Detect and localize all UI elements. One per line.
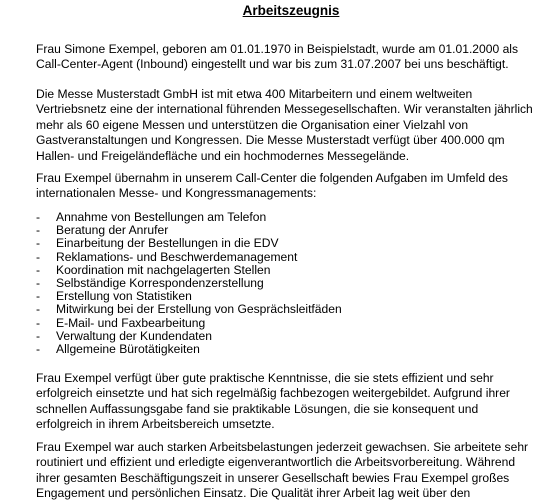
list-item xyxy=(36,251,516,264)
list-marker: - xyxy=(36,249,41,264)
list-marker: - xyxy=(36,328,41,343)
text-line: Call-Center-Agent (Inbound) eingestellt und war bis zum 31.07.2007 bei uns beschäftigt. xyxy=(36,57,509,72)
text-line: Vertriebsnetz eine der international führenden Messegesellschaften. Wir veranstalten jährlich xyxy=(36,102,533,117)
list-item-text: Erstellung von Statistiken xyxy=(56,289,192,304)
list-item-text: Reklamations- und Beschwerdemanagement xyxy=(56,249,298,264)
list-item xyxy=(36,317,516,330)
list-item-text: E-Mail- und Faxbearbeitung xyxy=(56,315,206,330)
list-item xyxy=(36,303,516,316)
list-item-text: Koordination mit nachgelagerten Stellen xyxy=(56,262,271,277)
list-item-text: Annahme von Bestellungen am Telefon xyxy=(56,210,267,224)
list-item xyxy=(36,343,516,356)
list-item xyxy=(36,330,516,343)
text-line: Frau Exempel war auch starken Arbeitsbelastungen jederzeit gewachsen. Sie arbeitete sehr xyxy=(36,440,529,454)
text-line: schnellen Auffassungsgabe fand sie praktikable Lösungen, die sie konsequent und xyxy=(36,401,479,416)
list-item-text: Verwaltung der Kundendaten xyxy=(56,328,212,343)
text-line: erfolgreich in ihrem Arbeitsbereich umsetzte. xyxy=(36,417,275,432)
list-item-text: Allgemeine Bürotätigkeiten xyxy=(56,341,200,356)
text-line: erfolgreich einsetzte und hat sich regelmäßig fachbezogen weitergebildet. Aufgrund ihrer xyxy=(36,386,510,401)
list-marker: - xyxy=(36,236,41,251)
intro-paragraph xyxy=(36,42,519,73)
list-item-text: Mitwirkung bei der Erstellung von Gesprächsleitfäden xyxy=(56,302,342,317)
text-line: ihrer gesamten Beschäftigungszeit in unserer Gesellschaft bewies Frau Exempel großes xyxy=(36,470,510,485)
company-paragraph xyxy=(36,87,533,164)
skills-paragraph xyxy=(36,371,516,433)
list-item xyxy=(36,237,516,250)
list-marker: - xyxy=(36,341,41,356)
text-line: mehr als 60 eigene Messen und unterstützen die Organisation einer Vielzahl von xyxy=(36,117,469,132)
text-line: Frau Simone Exempel, geboren am 01.01.1970 in Beispielstadt, wurde am 01.01.2000 als xyxy=(36,42,519,56)
task-list xyxy=(36,211,516,356)
text-line: Frau Exempel übernahm in unserem Call-Center die folgenden Aufgaben im Umfeld des xyxy=(36,171,508,185)
list-item-text: Beratung der Anrufer xyxy=(56,223,169,238)
list-marker: - xyxy=(36,223,41,238)
text-line: routiniert und effizient und erledigte eigenverantwortlich die Arbeitsvorbereitung. Während xyxy=(36,455,516,470)
text-line: internationalen Messe- und Kongressmanagements: xyxy=(36,186,317,201)
text-line: Hallen- und Freigeländefläche und ein hochmodernes Messegelände. xyxy=(36,148,410,163)
list-marker: - xyxy=(36,210,41,224)
performance-paragraph xyxy=(36,440,529,502)
text-line: Die Messe Musterstadt GmbH ist mit etwa 400 Mitarbeitern und einem weltweiten xyxy=(36,87,473,101)
list-item-text: Einarbeitung der Bestellungen in die EDV xyxy=(56,236,279,251)
list-marker: - xyxy=(36,302,41,317)
list-marker: - xyxy=(36,262,41,277)
list-marker: - xyxy=(36,289,41,304)
text-line: Engagement und persönlichen Einsatz. Die Qualität ihrer Arbeit lag weit über den xyxy=(36,486,471,501)
tasks-intro-paragraph xyxy=(36,171,516,202)
list-item-text: Selbständige Korrespondenzerstellung xyxy=(56,275,264,290)
text-line: Gastveranstaltungen und Kongressen. Die Messe Musterstadt verfügt über 400.000 qm xyxy=(36,133,505,148)
list-marker: - xyxy=(36,275,41,290)
list-item xyxy=(36,264,516,277)
document-title: Arbeitszeugnis xyxy=(242,3,340,18)
text-line: Frau Exempel verfügt über gute praktische Kenntnisse, die sie stets effizient und sehr xyxy=(36,371,494,385)
list-marker: - xyxy=(36,315,41,330)
